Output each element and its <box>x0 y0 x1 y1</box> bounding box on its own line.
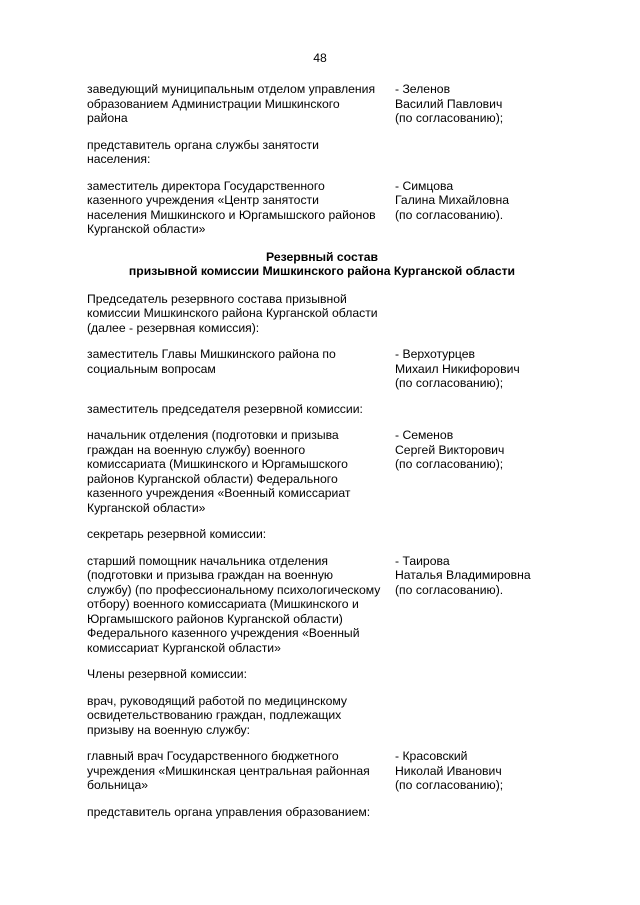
member-entry <box>87 179 557 237</box>
page-number: 48 <box>313 51 327 65</box>
person-name: - Верхотурцев Михаил Никифорович (по согласованию); <box>395 347 520 390</box>
person-name: - Семенов Сергей Викторович (по согласованию); <box>395 428 505 471</box>
section-heading: Резервный состав призывной комиссии Мишкинского района Курганской области <box>128 249 516 278</box>
person-name: - Красовский Николай Иванович (по согласованию); <box>395 749 504 792</box>
section-label: секретарь резервной комиссии: <box>87 527 267 541</box>
document-body <box>87 82 557 819</box>
section-label: представитель органа управления образованием: <box>87 804 371 819</box>
position-text: старший помощник начальника отделения (подготовки и призыва граждан на военную службу) (по профессиональному психологическому отбору) военного комиссариата (Мишкинского и Юргамышского районов Курганской области) Федерального казенного учреждения «Военный комиссариат Курганской области» <box>87 553 381 655</box>
section-label: Председатель резервного состава призывной комиссии Мишкинского района Курганской области (далее - резервная комиссия): <box>87 291 378 335</box>
position-text: главный врач Государственного бюджетного учреждения «Мишкинская центральная районная больница» <box>87 749 370 792</box>
section-label: Члены резервной комиссии: <box>87 667 247 681</box>
person-name: - Таирова Наталья Владимировна (по согласованию). <box>395 553 531 597</box>
section-label: представитель органа службы занятости населения: <box>87 137 319 166</box>
member-entry <box>87 749 557 793</box>
member-entry <box>87 347 557 391</box>
section-label: врач, руководящий работой по медицинскому освидетельствованию граждан, подлежащих призыву на военную службу: <box>87 693 347 737</box>
member-entry <box>87 82 557 126</box>
person-name: - Симцова Галина Михайловна (по согласованию). <box>395 178 510 222</box>
position-text: начальник отделения (подготовки и призыва граждан на военную службу) военного комиссариата (Мишкинского и Юргамышского районов Курганской области) Федерального казенного учреждения «Военный комиссариат Курганской области» <box>87 428 351 515</box>
member-entry <box>87 428 557 515</box>
position-text: заведующий муниципальным отделом управления образованием Администрации Мишкинского района <box>87 82 376 125</box>
person-name: - Зеленов Василий Павлович (по согласованию); <box>395 82 504 125</box>
position-text: заместитель Главы Мишкинского района по социальным вопросам <box>87 347 336 376</box>
member-entry <box>87 554 557 656</box>
section-label: заместитель председателя резервной комиссии: <box>87 401 363 416</box>
position-text: заместитель директора Государственного казенного учреждения «Центр занятости населения Мишкинского и Юргамышского районов Курганской области» <box>87 178 376 236</box>
